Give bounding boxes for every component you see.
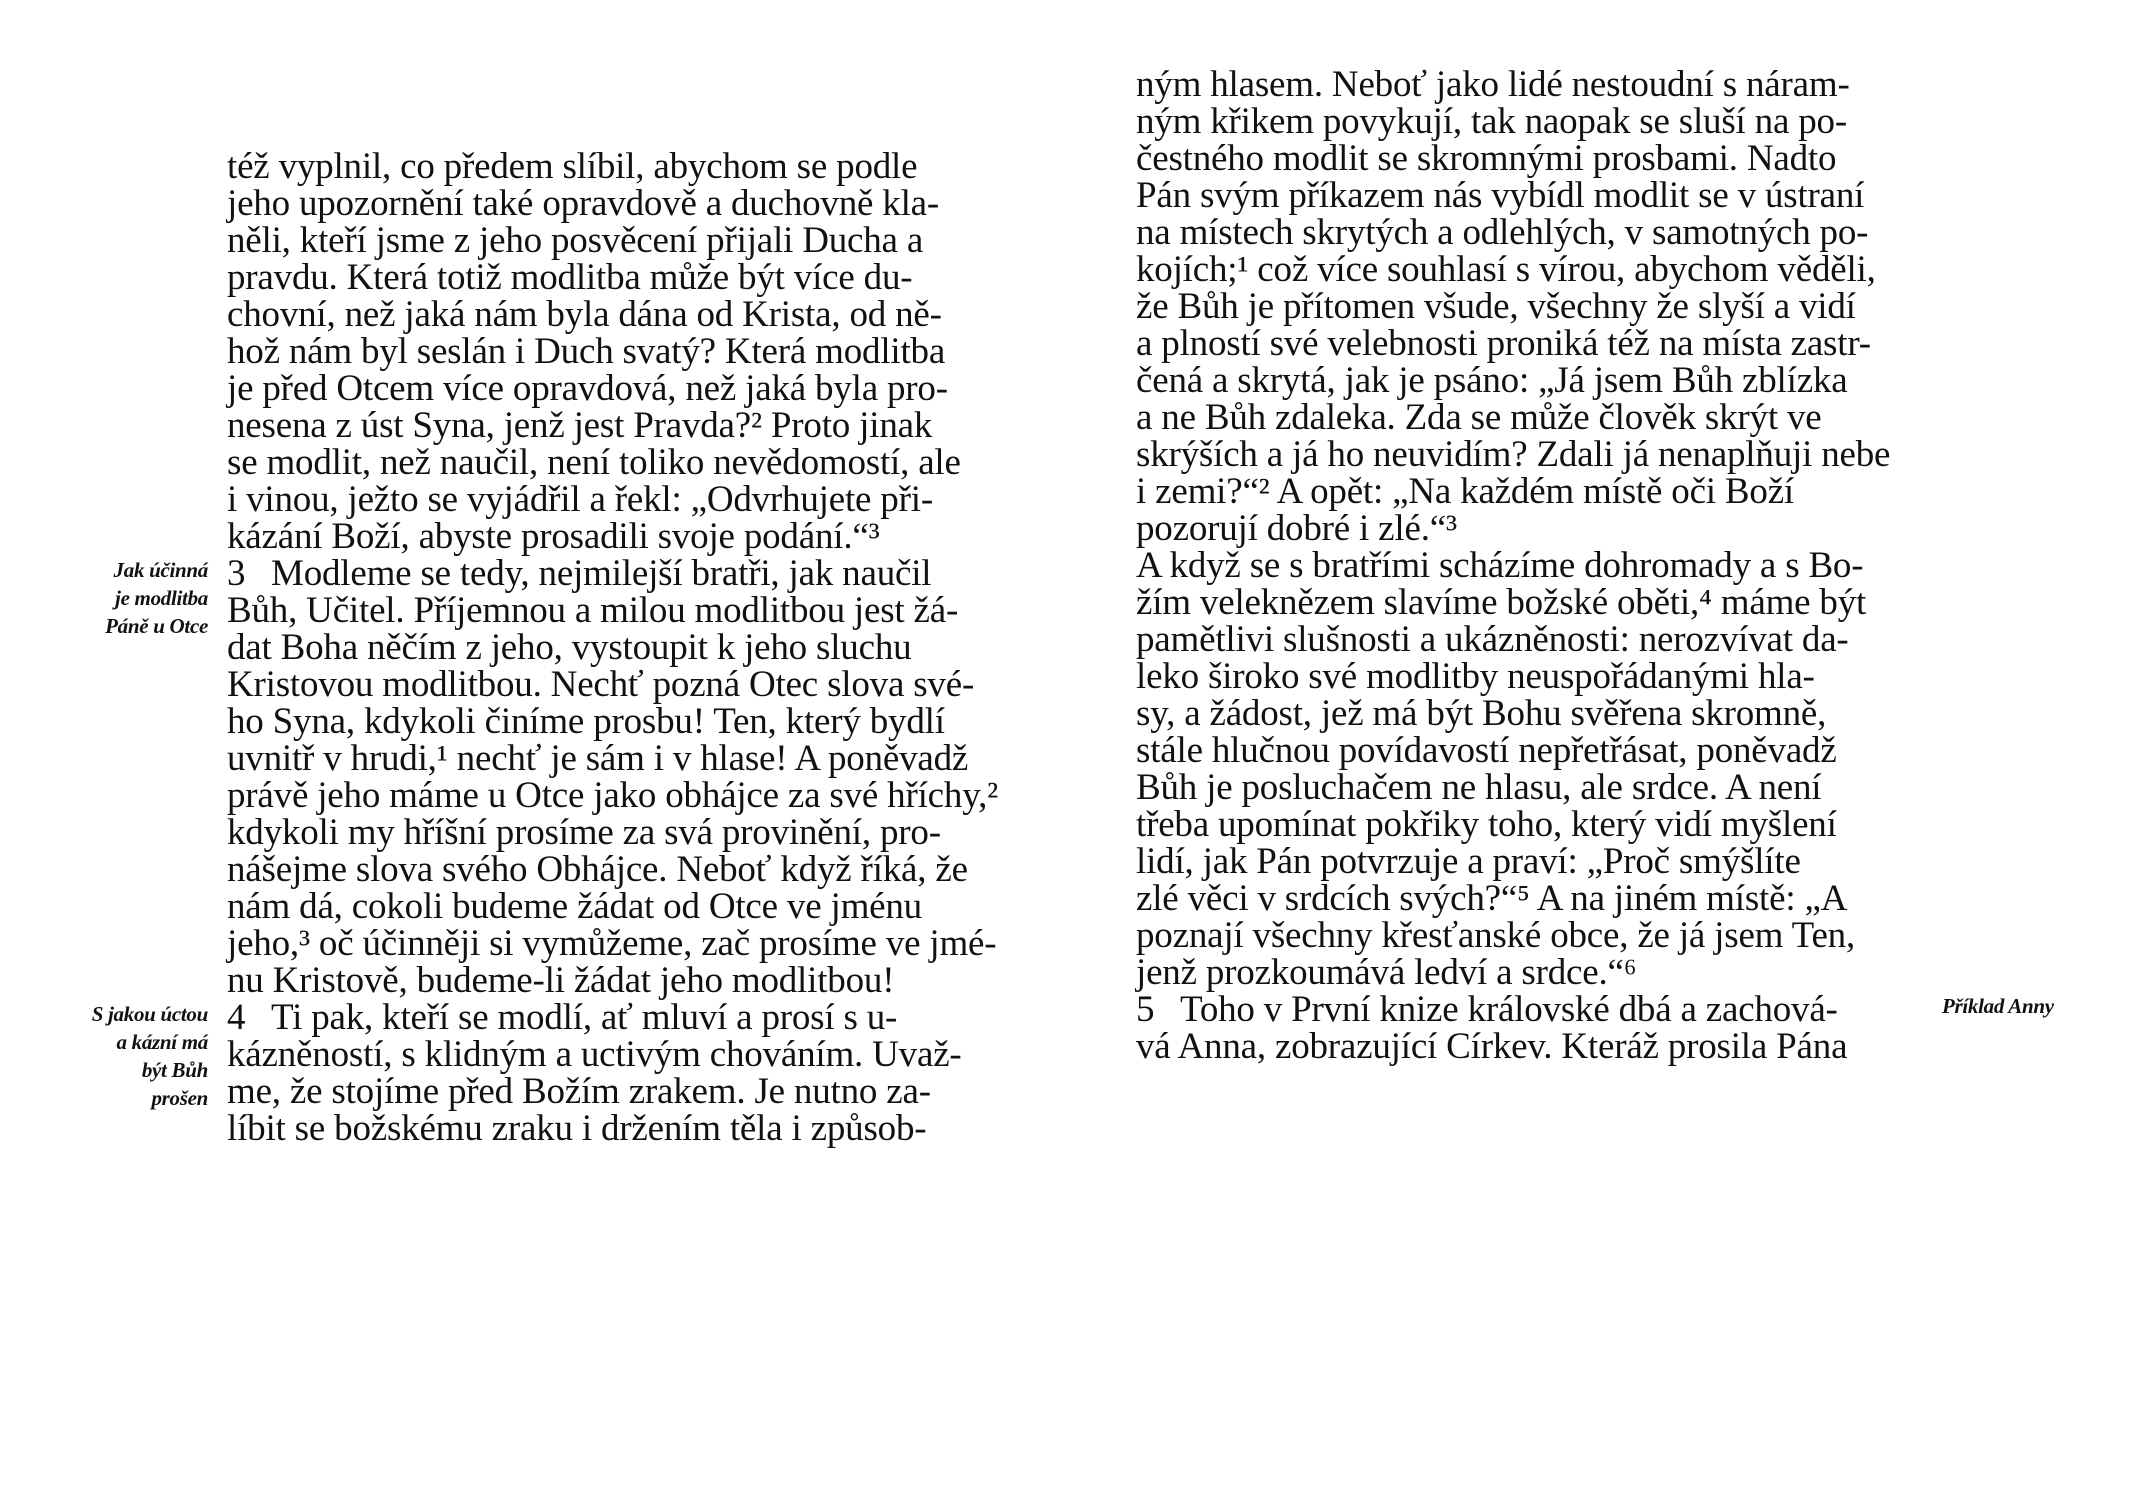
text-line: Bůh je posluchačem ne hlasu, ale srdce. A není [1136, 767, 1822, 808]
text-line: stále hlučnou povídavostí nepřetřásat, poněvadž [1136, 730, 1837, 771]
text-line: pravdu. Která totiž modlitba může být více du- [227, 257, 913, 298]
text-line: skrýších a já ho neuvidím? Zdali já nenaplňuji nebe [1136, 434, 1891, 475]
text-line: sy, a žádost, jež má být Bohu svěřena skromně, [1136, 693, 1827, 734]
margin-note-line: S jakou úctou [91, 1002, 208, 1026]
text-line: Kristovou modlitbou. Nechť pozná Otec slova své- [227, 664, 975, 705]
margin-note-line: Páně u Otce [105, 614, 208, 638]
text-line: me, že stojíme před Božím zrakem. Je nutno za- [227, 1071, 931, 1112]
text-line: uvnitř v hrudi,¹ nechť je sám i v hlase! A poněvadž [227, 738, 969, 779]
text-line: čená a skrytá, jak je psáno: „Já jsem Bůh zblízka [1136, 360, 1848, 401]
text-line: kojích;¹ což více souhlasí s vírou, abychom věděli, [1136, 249, 1876, 290]
text-line: dat Boha něčím z jeho, vystoupit k jeho sluchu [227, 627, 912, 668]
margin-note [1942, 992, 2054, 1020]
text-line: leko široko své modlitby neuspořádanými hla- [1136, 656, 1815, 697]
margin-note-line: být Bůh [141, 1058, 208, 1082]
text-line: kázněností, s klidným a uctivým chováním. Uvaž- [227, 1034, 962, 1075]
line-text: Modleme se tedy, nejmilejší bratři, jak naučil [271, 553, 932, 594]
text-line: ho Syna, kdykoli činíme prosbu! Ten, který bydlí [227, 701, 945, 742]
text-line: též vyplnil, co předem slíbil, abychom se podle [227, 146, 918, 187]
text-line: nu Kristově, budeme-li žádat jeho modlitbou! [227, 960, 895, 1001]
text-line: žím veleknězem slavíme božské oběti,⁴ máme být [1136, 582, 1867, 623]
text-line: na místech skrytých a odlehlých, v samotných po- [1136, 212, 1869, 253]
text-line: je před Otcem více opravdová, než jaká byla pro- [227, 368, 948, 409]
text-line [1136, 991, 1838, 1028]
text-line: jeho upozornění také opravdově a duchovně kla- [227, 183, 940, 224]
margin-note-line: a kázní má [116, 1030, 208, 1054]
text-line [227, 555, 931, 592]
margin-note-line: je modlitba [115, 586, 208, 610]
text-line [227, 999, 897, 1036]
text-line: jeho,³ oč účinněji si vymůžeme, zač prosíme ve jmé- [227, 923, 997, 964]
section-number: 5 [1136, 989, 1155, 1030]
text-line: kázání Boží, abyste prosadili svoje podání.“³ [227, 516, 880, 557]
text-line: jenž prozkoumává ledví a srdce.“⁶ [1136, 952, 1637, 993]
text-line: že Bůh je přítomen všude, všechny že slyší a vidí [1136, 286, 1856, 327]
text-line: nesena z úst Syna, jenž jest Pravda?² Proto jinak [227, 405, 933, 446]
text-line: se modlit, než naučil, není toliko nevědomostí, ale [227, 442, 961, 483]
text-line: zlé věci v srdcích svých?“⁵ A na jiném místě: „A [1136, 878, 1848, 919]
text-line: a plností své velebnosti proniká též na místa zastr- [1136, 323, 1871, 364]
text-line: poznají všechny křesťanské obce, že já jsem Ten, [1136, 915, 1856, 956]
text-line: lidí, jak Pán potvrzuje a praví: „Proč smýšlíte [1136, 841, 1801, 882]
margin-note-line: Jak účinná [113, 558, 208, 582]
text-line: něli, kteří jsme z jeho posvěcení přijali Ducha a [227, 220, 924, 261]
text-line: ným hlasem. Neboť jako lidé nestoudní s náram- [1136, 64, 1850, 105]
text-line: chovní, než jaká nám byla dána od Krista, od ně- [227, 294, 942, 335]
text-line: kdykoli my hříšní prosíme za svá provinění, pro- [227, 812, 941, 853]
text-line: i zemi?“² A opět: „Na každém místě oči Boží [1136, 471, 1794, 512]
margin-note [40, 1000, 208, 1112]
text-line: vá Anna, zobrazující Církev. Kteráž prosila Pána [1136, 1026, 1848, 1067]
text-line: nám dá, cokoli budeme žádat od Otce ve jménu [227, 886, 922, 927]
text-line: líbit se božskému zraku i držením těla i způsob- [227, 1108, 927, 1149]
text-line: pamětlivi slušnosti a ukázněnosti: nerozvívat da- [1136, 619, 1849, 660]
text-line: třeba upomínat pokřiky toho, který vidí myšlení [1136, 804, 1837, 845]
text-line: právě jeho máme u Otce jako obhájce za své hříchy,² [227, 775, 999, 816]
text-line: A když se s bratřími scházíme dohromady a s Bo- [1136, 545, 1864, 586]
text-line: nášejme slova svého Obhájce. Neboť když říká, že [227, 849, 968, 890]
text-line: Pán svým příkazem nás vybídl modlit se v ústraní [1136, 175, 1865, 216]
text-line: i vinou, ježto se vyjádřil a řekl: „Odvrhujete při- [227, 479, 933, 520]
margin-note-line: prošen [151, 1086, 208, 1110]
text-line: a ne Bůh zdaleka. Zda se může člověk skrýt ve [1136, 397, 1822, 438]
text-line: čestného modlit se skromnými prosbami. Nadto [1136, 138, 1837, 179]
line-text: Ti pak, kteří se modlí, ať mluví a prosí s u- [271, 997, 898, 1038]
text-line: hož nám byl seslán i Duch svatý? Která modlitba [227, 331, 946, 372]
text-line: Bůh, Učitel. Příjemnou a milou modlitbou jest žá- [227, 590, 959, 631]
section-number: 3 [227, 553, 246, 594]
text-line: pozorují dobré i zlé.“³ [1136, 508, 1457, 549]
margin-note-line: Příklad Anny [1942, 994, 2054, 1018]
section-number: 4 [227, 997, 246, 1038]
margin-note [40, 556, 208, 640]
text-line: ným křikem povykují, tak naopak se sluší na po- [1136, 101, 1847, 142]
line-text: Toho v První knize královské dbá a zachová- [1180, 989, 1838, 1030]
